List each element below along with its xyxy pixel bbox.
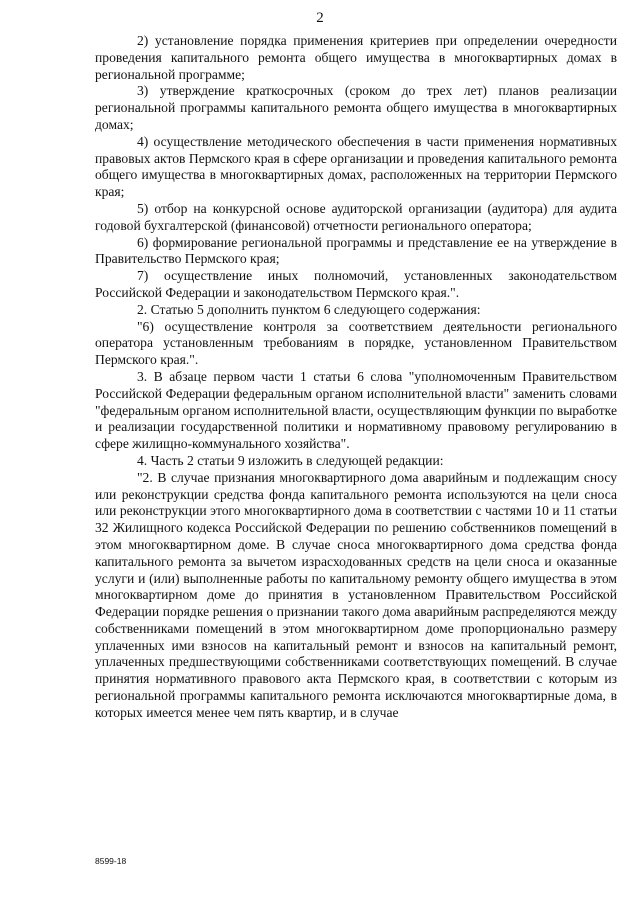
paragraph-item-5: 5) отбор на конкурсной основе аудиторской организации (аудитора) для аудита годовой бухгалтерской (финансовой) отчетности регионального оператора; xyxy=(95,200,617,233)
paragraph-item-7: 7) осуществление иных полномочий, установленных законодательством Российской Федерации и законодательством Пермского края.". xyxy=(95,268,617,300)
paragraph-item-6: 6) формирование региональной программы и представление ее на утверждение в Правительство Пермского края; xyxy=(95,234,617,267)
page-number: 2 xyxy=(316,10,324,26)
paragraph-article-5-amendment: 2. Статью 5 дополнить пунктом 6 следующего содержания: xyxy=(137,301,481,317)
paragraph-item-3: 3) утверждение краткосрочных (сроком до трех лет) планов реализации региональной программы капитального ремонта общего имущества в многоквартирных домах; xyxy=(95,83,617,132)
paragraph-article-6-amendment: 3. В абзаце первом части 1 статьи 6 слова "уполномоченным Правительством Российской Федерации федеральным органом исполнительной власти" заменить словами "федеральным органом исполнительной власти, осуществляющим функции по выработке и реализации государственной политики и нормативному правовому регулированию в сфере жилищно-коммунального хозяйства". xyxy=(95,368,617,452)
document-code: 8599-18 xyxy=(95,856,127,866)
paragraph-item-2: 2) установление порядка применения критериев при определении очередности проведения капитального ремонта общего имущества в многоквартирных домах в региональной программе; xyxy=(95,33,617,82)
paragraph-article-9-amendment: 4. Часть 2 статьи 9 изложить в следующей редакции: xyxy=(137,452,444,468)
paragraph-article-5-item-6: "6) осуществление контроля за соответствием деятельности регионального оператора установленным требованиям в порядке, установленном Правительством Пермского края.". xyxy=(95,318,617,368)
paragraph-article-9-part-2: "2. В случае признания многоквартирного дома аварийным и подлежащим сносу или реконструкции средства фонда капитального ремонта используются на цели сноса или реконструкции этого многоквартирного дома в соответствии с частями 10 и 11 статьи 32 Жилищного кодекса Российской Федерации по решению собственников помещений в этом многоквартирном доме. В случае сноса многоквартирного дома средства фонда капитального ремонта за вычетом израсходованных средств на цели сноса и оказанные услуги и (или) выполненные работы по капитальному ремонту общего имущества в этом многоквартирном доме до принятия в установленном Правительством Российской Федерации порядке решения о признании такого дома аварийным распределяются между собственниками помещений в этом многоквартирном доме пропорционально размеру уплаченных ими взносов на капитальный ремонт и взносов на капитальный ремонт, уплаченных предшествующими собственниками соответствующих помещений. В случае принятия нормативного правового акта Пермского края, в соответствии с которым из региональной программы капитального ремонта исключаются многоквартирные дома, в которых имеется менее чем пять квартир, и в случае xyxy=(95,469,617,720)
document-body xyxy=(95,33,617,722)
paragraph-item-4: 4) осуществление методического обеспечения в части применения нормативных правовых актов Пермского края в сфере организации и проведения капитального ремонта общего имущества в многоквартирных домах, расположенных на территории Пермского края; xyxy=(95,133,617,200)
